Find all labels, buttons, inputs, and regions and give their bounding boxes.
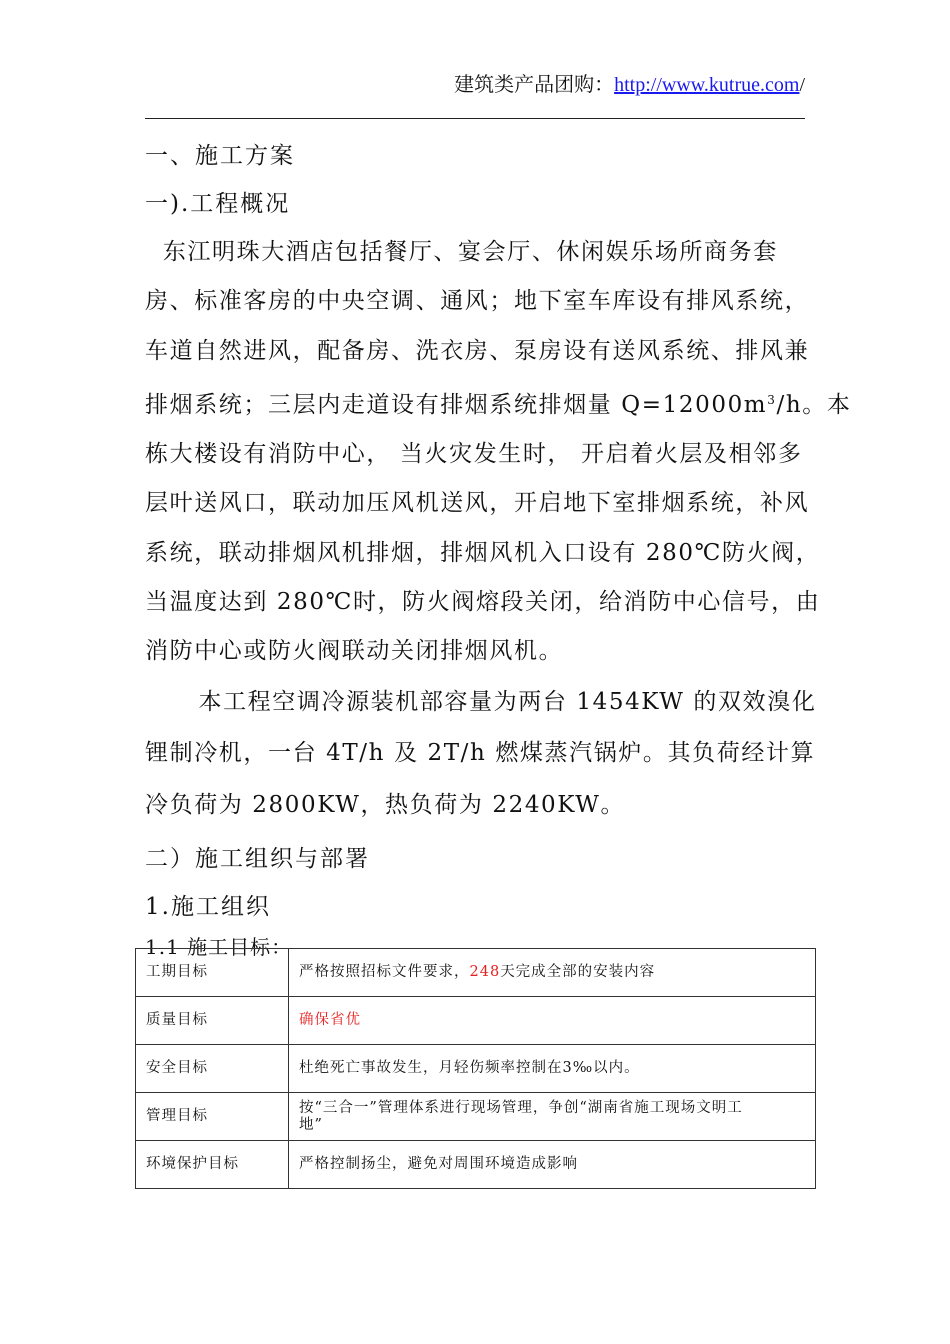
table-cell-value: 杜绝死亡事故发生，月轻伤频率控制在3‰以内。 <box>289 1045 816 1093</box>
table-cell-value: 按“三合一”管理体系进行现场管理，争创“湖南省施工现场文明工 地” <box>289 1093 816 1141</box>
highlight-text: 确保省优 <box>299 1012 361 1028</box>
para-line: 系统，联动排烟风机排烟，排烟风机入口设有 280℃防火阀， <box>145 539 821 566</box>
table-row <box>136 1093 816 1141</box>
para-line <box>145 376 852 430</box>
subsubsection-heading: 1.1 施工目标： <box>145 935 293 960</box>
table-cell-value: 严格按照招标文件要求，248天完成全部的安装内容 <box>289 949 816 997</box>
flow-unit: /h。本 <box>776 391 852 418</box>
table-row <box>136 949 816 997</box>
header-suffix: / <box>799 74 805 96</box>
table-row <box>136 1045 816 1093</box>
para-line: 消防中心或防火阀联动关闭排烟风机。 <box>145 638 564 665</box>
document-body <box>145 132 852 960</box>
table-cell-label: 环境保护目标 <box>136 1141 289 1189</box>
header-link[interactable]: http://www.kutrue.com <box>614 74 800 96</box>
goals-table <box>135 948 816 1189</box>
table-cell-label: 质量目标 <box>136 997 289 1045</box>
para-line: 当温度达到 280℃时，防火阀熔段关闭，给消防中心信号，由 <box>145 589 821 616</box>
table-cell-label: 工期目标 <box>136 949 289 997</box>
para-line: 栋大楼设有消防中心， 当火灾发生时， 开启着火层及相邻多 <box>145 441 803 468</box>
page-header <box>145 66 805 119</box>
para-line: 房、标准客房的中央空调、通风；地下室车库设有排风系统， <box>145 288 810 315</box>
table-cell-label: 管理目标 <box>136 1093 289 1141</box>
section-heading-overview: 一).工程概况 <box>145 191 291 217</box>
superscript: 3 <box>767 392 777 407</box>
header-label: 建筑类产品团购： <box>454 74 615 96</box>
table-cell-value <box>289 997 816 1045</box>
overview-paragraph <box>145 228 852 677</box>
table-row <box>136 997 816 1045</box>
header-text <box>454 68 805 97</box>
highlight-number: 248 <box>469 964 501 980</box>
para-line: 冷负荷为 2800KW，热负荷为 2240KW。 <box>145 791 626 818</box>
section-heading-1: 一、施工方案 <box>145 143 295 169</box>
table-row <box>136 1141 816 1189</box>
section-heading-organization: 二）施工组织与部署 <box>145 846 370 873</box>
para-line: 锂制冷机，一台 4T/h 及 2T/h 燃煤蒸汽锅炉。其负荷经计算 <box>145 740 816 767</box>
para-line: 本工程空调冷源装机部容量为两台 1454KW 的双效溴化 <box>145 688 817 715</box>
table-cell-value: 严格控制扬尘，避免对周围环境造成影响 <box>289 1141 816 1189</box>
table-cell-label: 安全目标 <box>136 1045 289 1093</box>
para-line: 东江明珠大酒店包括餐厅、宴会厅、休闲娱乐场所商务套 <box>145 239 778 265</box>
flow-text: 排烟系统；三层内走道设有排烟系统排烟量 Q=12000m <box>145 391 768 418</box>
para-line: 层叶送风口，联动加压风机送风，开启地下室排烟系统，补风 <box>145 490 810 517</box>
subsection-heading: 1.施工组织 <box>145 894 271 921</box>
para-line: 车道自然进风，配备房、洗衣房、泵房设有送风系统、排风兼 <box>145 337 810 364</box>
capacity-paragraph <box>145 677 817 832</box>
